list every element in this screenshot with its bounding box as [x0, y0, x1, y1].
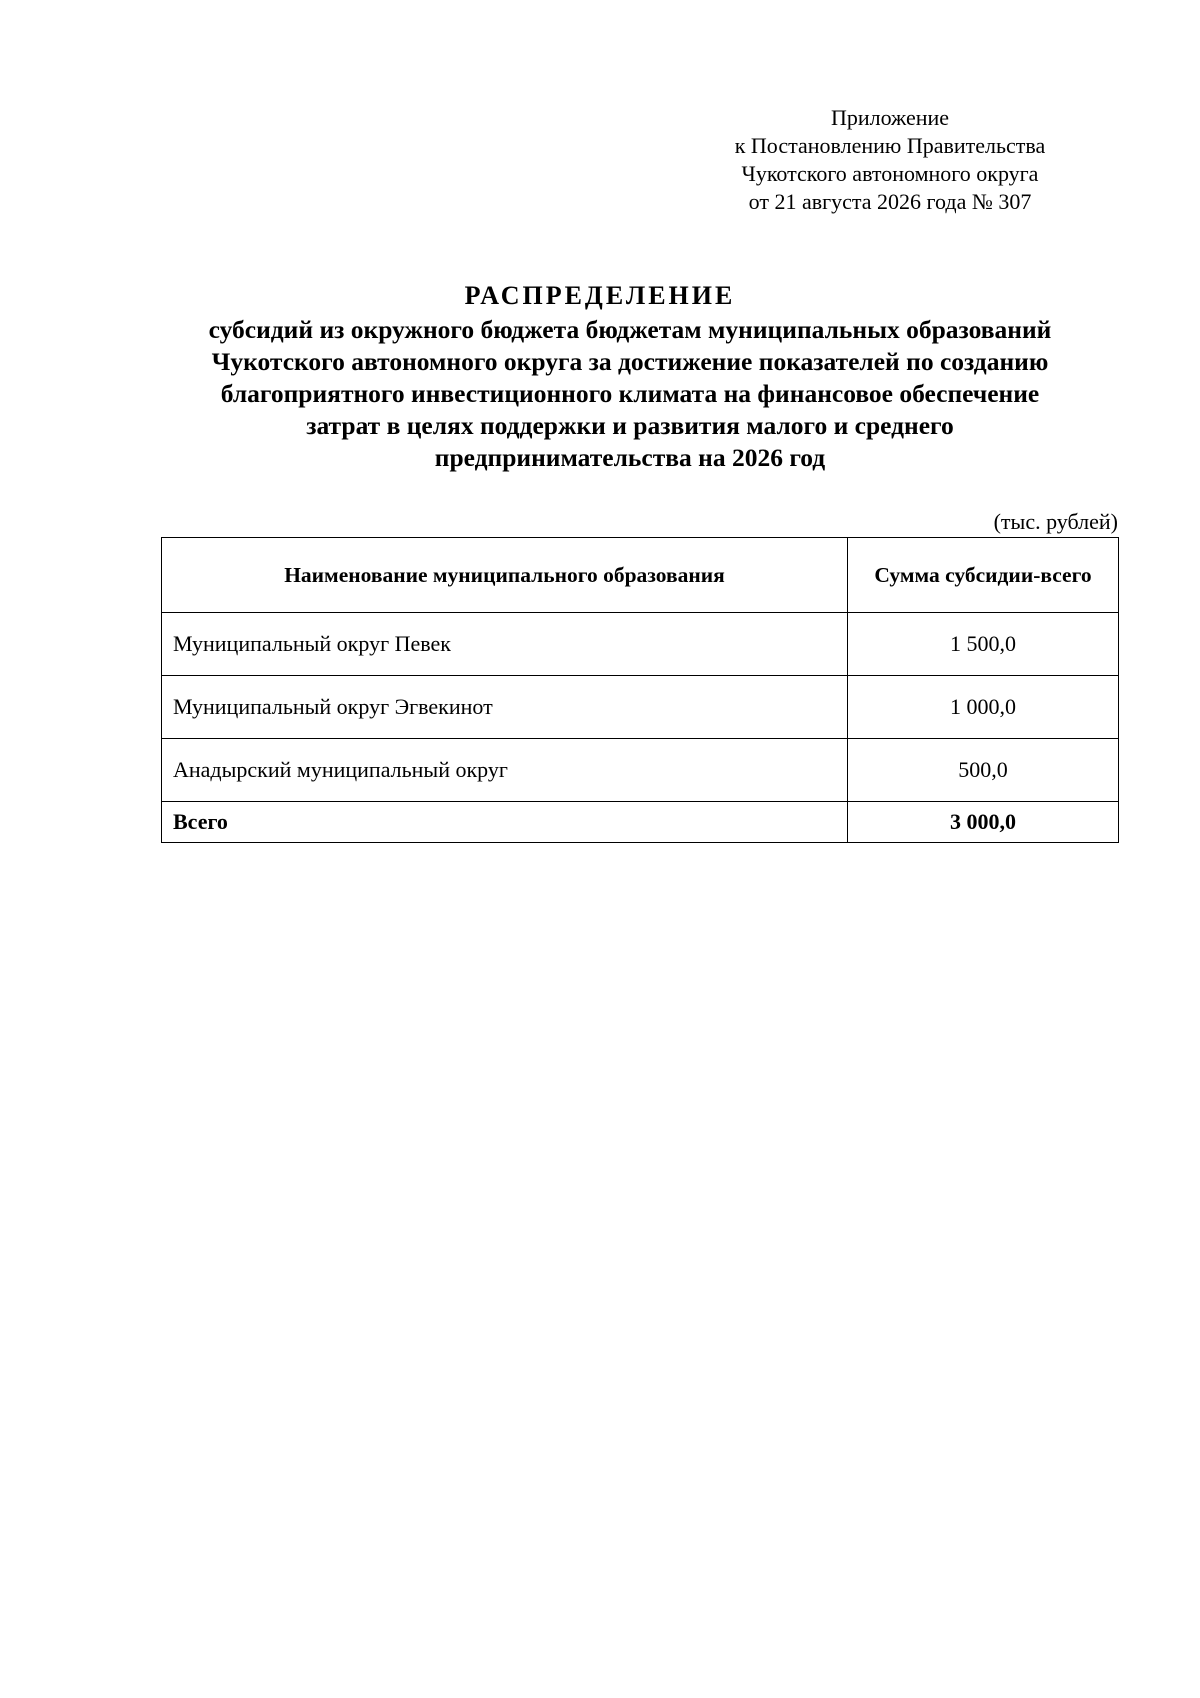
table-row — [162, 739, 1119, 802]
subtitle-line: предпринимательства на 2026 год — [434, 443, 826, 472]
table-header-row — [162, 538, 1119, 613]
table-row — [162, 676, 1119, 739]
total-label: Всего — [162, 802, 848, 843]
distribution-table — [161, 537, 1119, 843]
municipality-name: Анадырский муниципальный округ — [162, 739, 848, 802]
table-row — [162, 613, 1119, 676]
appendix-line: от 21 августа 2026 года № 307 — [748, 189, 1032, 214]
subtitle-line: Чукотского автономного округа за достижение показателей по созданию — [211, 347, 1049, 376]
subsidy-amount: 1 000,0 — [848, 676, 1119, 739]
units-label: (тыс. рублей) — [993, 509, 1118, 534]
table-total-row — [162, 802, 1119, 843]
document-subtitle — [150, 314, 1110, 474]
header-amount: Сумма субсидии-всего — [848, 538, 1119, 613]
appendix-line: Чукотского автономного округа — [741, 161, 1039, 186]
document-title: РАСПРЕДЕЛЕНИЕ — [464, 281, 736, 310]
subsidy-amount: 1 500,0 — [848, 613, 1119, 676]
appendix-block — [700, 104, 1080, 216]
appendix-line: к Постановлению Правительства — [734, 133, 1046, 158]
subtitle-line: благоприятного инвестиционного климата на финансовое обеспечение — [220, 379, 1040, 408]
municipality-name: Муниципальный округ Певек — [162, 613, 848, 676]
subsidy-amount: 500,0 — [848, 739, 1119, 802]
appendix-line: Приложение — [830, 105, 950, 130]
header-municipality: Наименование муниципального образования — [162, 538, 848, 613]
total-amount: 3 000,0 — [848, 802, 1119, 843]
subtitle-line: субсидий из окружного бюджета бюджетам муниципальных образований — [208, 315, 1052, 344]
subtitle-line: затрат в целях поддержки и развития малого и среднего — [306, 411, 954, 440]
municipality-name: Муниципальный округ Эгвекинот — [162, 676, 848, 739]
